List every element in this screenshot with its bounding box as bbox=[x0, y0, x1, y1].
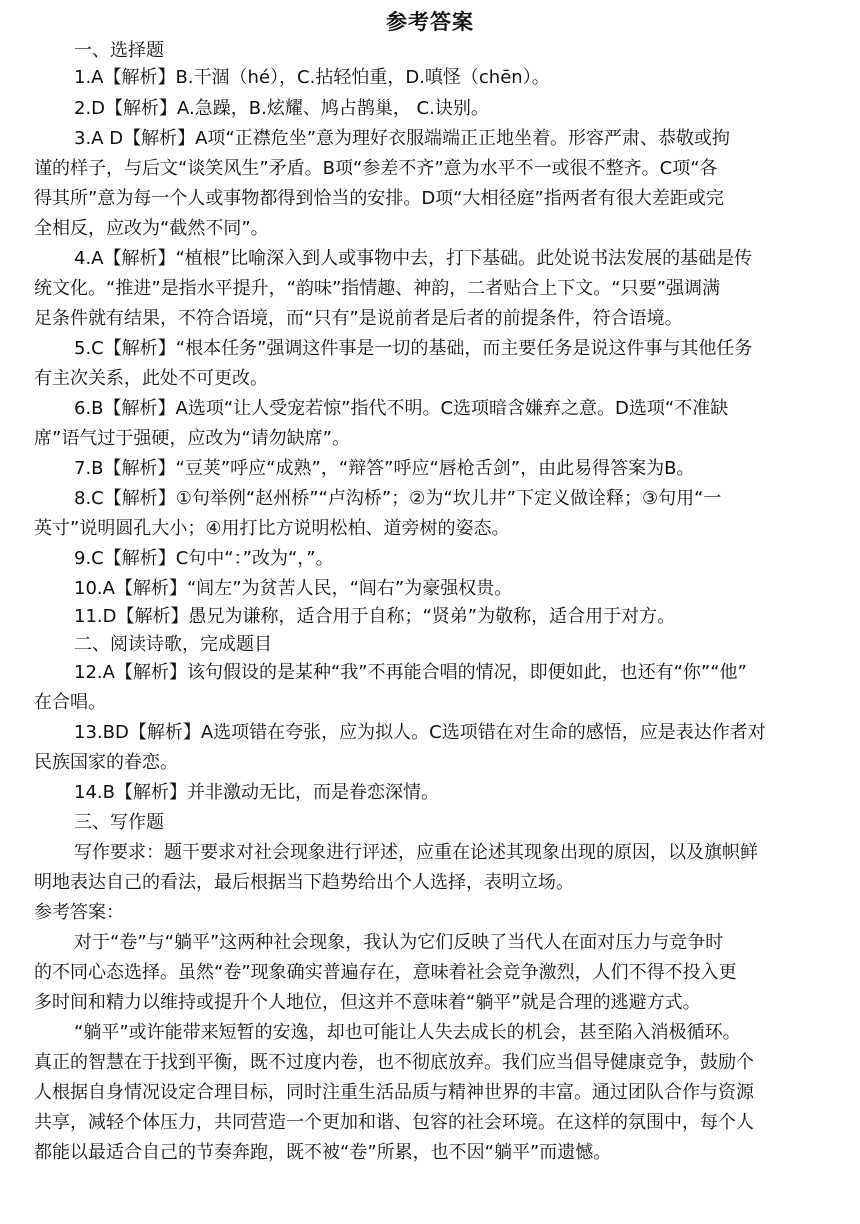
answer-line: 席”语气过于强硬，应改为“请勿缺席”。 bbox=[34, 428, 350, 449]
section-heading: 二、阅读诗歌，完成题目 bbox=[74, 634, 272, 655]
answer-line: 英寸”说明圆孔大小；④用打比方说明松柏、道旁树的姿态。 bbox=[34, 518, 510, 539]
answer-line: 得其所”意为每一个人或事物都得到恰当的安排。D项“大相径庭”指两者有很大差距或完 bbox=[34, 188, 724, 209]
page-title: 参考答案 bbox=[386, 10, 474, 34]
answer-line: 13.BD【解析】A选项错在夸张，应为拟人。C选项错在对生命的感悟，应是表达作者对 bbox=[74, 722, 766, 743]
essay-line: 多时间和精力以维持或提升个人地位，但这并不意味着“躺平”就是合理的逃避方式。 bbox=[34, 992, 701, 1013]
essay-line: 人根据自身情况设定合理目标，同时注重生活品质与精神世界的丰富。通过团队合作与资源 bbox=[34, 1082, 754, 1103]
answer-line: 4.A【解析】“植根”比喻深入到人或事物中去，打下基础。此处说书法发展的基础是传 bbox=[74, 248, 753, 269]
essay-line: 的不同心态选择。虽然“卷”现象确实普遍存在，意味着社会竞争激烈，人们不得不投入更 bbox=[34, 962, 737, 983]
answer-line: 在合唱。 bbox=[34, 692, 106, 713]
writing-requirement-line: 写作要求：题干要求对社会现象进行评述，应重在论述其现象出现的原因，以及旗帜鲜 bbox=[74, 842, 758, 863]
answer-line: 谨的样子，与后文“谈笑风生”矛盾。B项“参差不齐”意为水平不一或很不整齐。C项“各 bbox=[34, 158, 718, 179]
answer-line: 2.D【解析】A.急躁，B.炫耀、鸠占鹊巢， C.诀别。 bbox=[74, 98, 489, 119]
section-heading: 三、写作题 bbox=[74, 812, 164, 833]
answer-line: 10.A【解析】“闾左”为贫苦人民，“闾右”为豪强权贵。 bbox=[74, 578, 513, 599]
answer-line: 1.A【解析】B.干涸（hé），C.拈轻怕重，D.嗔怪（chēn）。 bbox=[74, 67, 550, 88]
answer-line: 3.A D【解析】A项“正襟危坐”意为理好衣服端端正正地坐着。形容严肃、恭敬或拘 bbox=[74, 128, 731, 149]
essay-line: 真正的智慧在于找到平衡，既不过度内卷，也不彻底放弃。我们应当倡导健康竞争，鼓励个 bbox=[34, 1052, 754, 1073]
answer-line: 有主次关系，此处不可更改。 bbox=[34, 368, 268, 389]
essay-line: “躺平”或许能带来短暂的安逸，却也可能让人失去成长的机会，甚至陷入消极循环。 bbox=[74, 1022, 741, 1043]
answer-line: 9.C【解析】C句中“：”改为“，”。 bbox=[74, 548, 334, 569]
answer-line: 12.A【解析】该句假设的是某种“我”不再能合唱的情况，即便如此，也还有“你”“他” bbox=[74, 662, 747, 683]
answer-line: 14.B【解析】并非激动无比，而是眷恋深情。 bbox=[74, 782, 439, 803]
answer-line: 民族国家的眷恋。 bbox=[34, 752, 178, 773]
section-heading: 一、选择题 bbox=[74, 40, 164, 61]
essay-line: 共享，减轻个体压力，共同营造一个更加和谐、包容的社会环境。在这样的氛围中，每个人 bbox=[34, 1112, 754, 1133]
answer-line: 7.B【解析】“豆荚”呼应“成熟”，“辩答”呼应“唇枪舌剑”，由此易得答案为B。 bbox=[74, 458, 695, 479]
answer-line: 5.C【解析】“根本任务”强调这件事是一切的基础，而主要任务是说这件事与其他任务 bbox=[74, 338, 753, 359]
answer-line: 8.C【解析】①句举例“赵州桥”“卢沟桥”；②为“坎儿井”下定义做诠释；③句用“一 bbox=[74, 488, 722, 509]
answer-line: 统文化。“推进”是指水平提升，“韵味”指情趣、神韵，二者贴合上下文。“只要”强调满 bbox=[34, 278, 720, 299]
reference-answer-label: 参考答案： bbox=[34, 902, 124, 923]
writing-requirement-line: 明地表达自己的看法，最后根据当下趋势给出个人选择，表明立场。 bbox=[34, 872, 574, 893]
essay-line: 对于“卷”与“躺平”这两种社会现象，我认为它们反映了当代人在面对压力与竞争时 bbox=[74, 932, 724, 953]
answer-line: 全相反，应改为“截然不同”。 bbox=[34, 218, 269, 239]
answer-line: 足条件就有结果，不符合语境，而“只有”是说前者是后者的前提条件，符合语境。 bbox=[34, 308, 683, 329]
answer-line: 6.B【解析】A选项“让人受宠若惊”指代不明。C选项暗含嫌弃之意。D选项“不准缺 bbox=[74, 398, 729, 419]
essay-line: 都能以最适合自己的节奏奔跑，既不被“卷”所累，也不因“躺平”而遗憾。 bbox=[34, 1142, 612, 1163]
answer-line: 11.D【解析】愚兄为谦称，适合用于自称；“贤弟”为敬称，适合用于对方。 bbox=[74, 606, 676, 627]
